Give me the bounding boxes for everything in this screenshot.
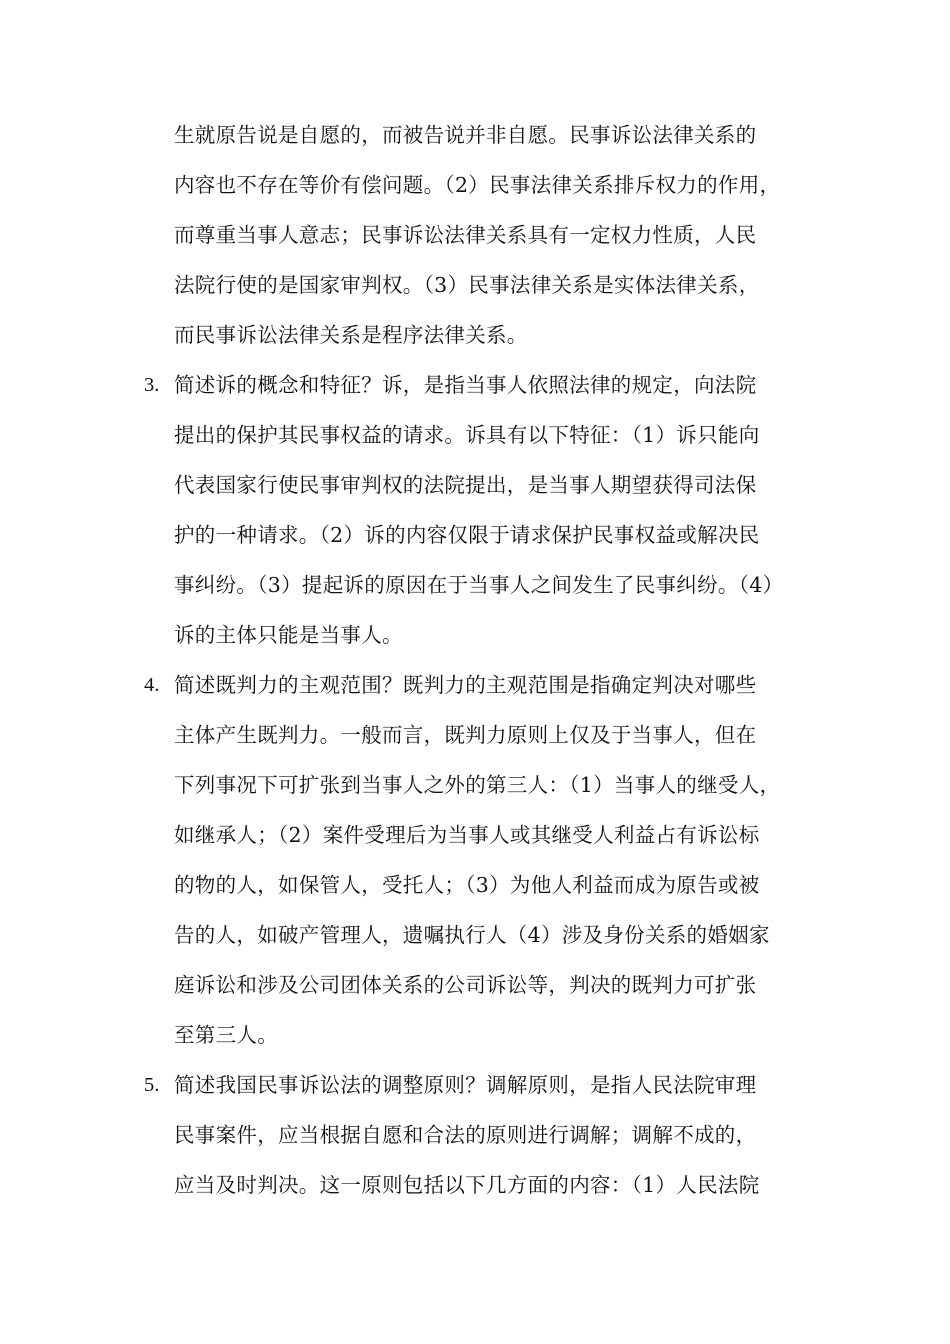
- text-line: 而民事诉讼法律关系是程序法律关系。: [174, 323, 528, 347]
- item-number: 4.: [144, 674, 160, 696]
- text-line: 庭诉讼和涉及公司团体关系的公司诉讼等，判决的既判力可扩张: [174, 973, 757, 997]
- text-line: 法院行使的是国家审判权。（3）民事法律关系是实体法律关系，: [174, 273, 760, 297]
- text-line: 如继承人；（2）案件受理后为当事人或其继受人利益占有诉讼标: [174, 823, 760, 847]
- text-line: 至第三人。: [174, 1023, 278, 1047]
- item-number: 3.: [144, 374, 160, 396]
- text-line: 提出的保护其民事权益的请求。诉具有以下特征：（1）诉只能向: [174, 423, 760, 447]
- text-line: 内容也不存在等价有偿问题。（2）民事法律关系排斥权力的作用，: [174, 173, 781, 197]
- text-line: 下列事况下可扩张到当事人之外的第三人：（1）当事人的继受人，: [174, 773, 781, 797]
- text-line: 生就原告说是自愿的，而被告说并非自愿。民事诉讼法律关系的: [174, 123, 757, 147]
- text-line: 护的一种请求。（2）诉的内容仅限于请求保护民事权益或解决民: [174, 523, 760, 547]
- text-line: 的物的人，如保管人，受托人；（3）为他人利益而成为原告或被: [174, 873, 760, 897]
- text-line: 简述既判力的主观范围？既判力的主观范围是指确定判决对哪些: [174, 673, 757, 697]
- text-line: 简述诉的概念和特征？诉，是指当事人依照法律的规定，向法院: [174, 373, 757, 397]
- text-line: 而尊重当事人意志；民事诉讼法律关系具有一定权力性质，人民: [174, 223, 757, 247]
- text-line: 事纠纷。（3）提起诉的原因在于当事人之间发生了民事纠纷。（4）: [174, 573, 784, 597]
- text-line: 代表国家行使民事审判权的法院提出，是当事人期望获得司法保: [174, 473, 757, 497]
- text-line: 诉的主体只能是当事人。: [174, 623, 403, 647]
- text-line: 告的人，如破产管理人，遗嘱执行人（4）涉及身份关系的婚姻家: [174, 923, 770, 947]
- text-line: 主体产生既判力。一般而言，既判力原则上仅及于当事人，但在: [174, 723, 757, 747]
- item-number: 5.: [144, 1074, 160, 1096]
- text-line: 民事案件，应当根据自愿和合法的原则进行调解；调解不成的，: [174, 1123, 757, 1147]
- text-line: 简述我国民事诉讼法的调整原则？调解原则，是指人民法院审理: [174, 1073, 757, 1097]
- text-line: 应当及时判决。这一原则包括以下几方面的内容：（1）人民法院: [174, 1173, 760, 1197]
